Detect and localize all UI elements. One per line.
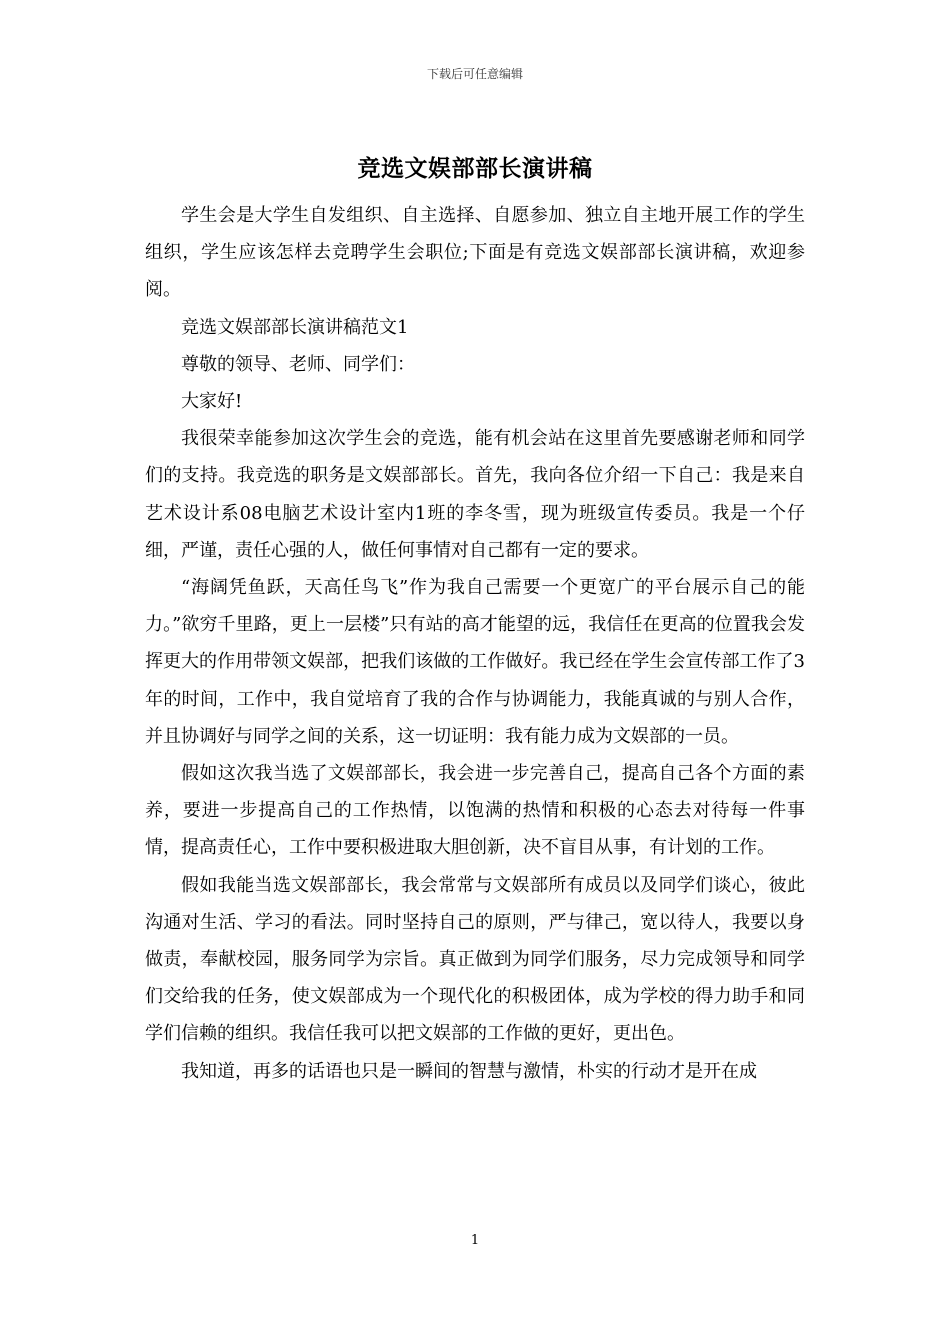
paragraph-greeting: 大家好! <box>181 391 243 413</box>
paragraph-salutation: 尊敬的领导、老师、同学们： <box>181 353 415 375</box>
paragraph-closing-partial: 我知道，再多的话语也只是一瞬间的智慧与激情，朴实的行动才是开在成 <box>181 1060 757 1082</box>
paragraph-sample-heading: 竞选文娱部部长演讲稿范文1 <box>181 316 409 338</box>
document-body <box>145 197 805 1090</box>
paragraph-motivation: “海阔凭鱼跃，天高任鸟飞”作为我自己需要一个更宽广的平台展示自己的能力。”欲穷千里路，更上一层楼”只有站的高才能望的远，我信任在更高的位置我会发挥更大的作用带领文娱部，把我们该做的工作做好。我已经在学生会宣传部工作了3年的时间，工作中，我自觉培育了我的合作与协调能力，我能真诚的与别人合作，并且协调好与同学之间的关系，这一切证明：我有能力成为文娱部的一员。 <box>145 577 805 747</box>
header-note: 下载后可任意编辑 <box>426 67 523 81</box>
paragraph-communication-plan: 假如我能当选文娱部部长，我会常常与文娱部所有成员以及同学们谈心，彼此沟通对生活、学习的看法。同时坚持自己的原则，严与律己，宽以待人，我要以身做责，奉献校园，服务同学为宗旨。真正做到为同学们服务，尽力完成领导和同学们交给我的任务，使文娱部成为一个现代化的积极团体，成为学校的得力助手和同学们信赖的组织。我信任我可以把文娱部的工作做的更好，更出色。 <box>145 874 805 1045</box>
page-number: 1 <box>470 1233 480 1248</box>
paragraph-self-introduction: 我很荣幸能参加这次学生会的竞选，能有机会站在这里首先要感谢老师和同学们的支持。我竞选的职务是文娱部部长。首先，我向各位介绍一下自己：我是来自艺术设计系08电脑艺术设计室内1班的李冬雪，现为班级宣传委员。我是一个仔细，严谨，责任心强的人，做任何事情对自己都有一定的要求。 <box>145 428 805 561</box>
paragraph-intro: 学生会是大学生自发组织、自主选择、自愿参加、独立自主地开展工作的学生组织，学生应该怎样去竞聘学生会职位;下面是有竞选文娱部部长演讲稿，欢迎参阅。 <box>145 205 805 301</box>
paragraph-plan-if-elected: 假如这次我当选了文娱部部长，我会进一步完善自己，提高自己各个方面的素养，要进一步提高自己的工作热情，以饱满的热情和积极的心态去对待每一件事情，提高责任心，工作中要积极进取大胆创新，决不盲目从事，有计划的工作。 <box>145 763 805 859</box>
document-title: 竞选文娱部部长演讲稿 <box>357 155 593 182</box>
